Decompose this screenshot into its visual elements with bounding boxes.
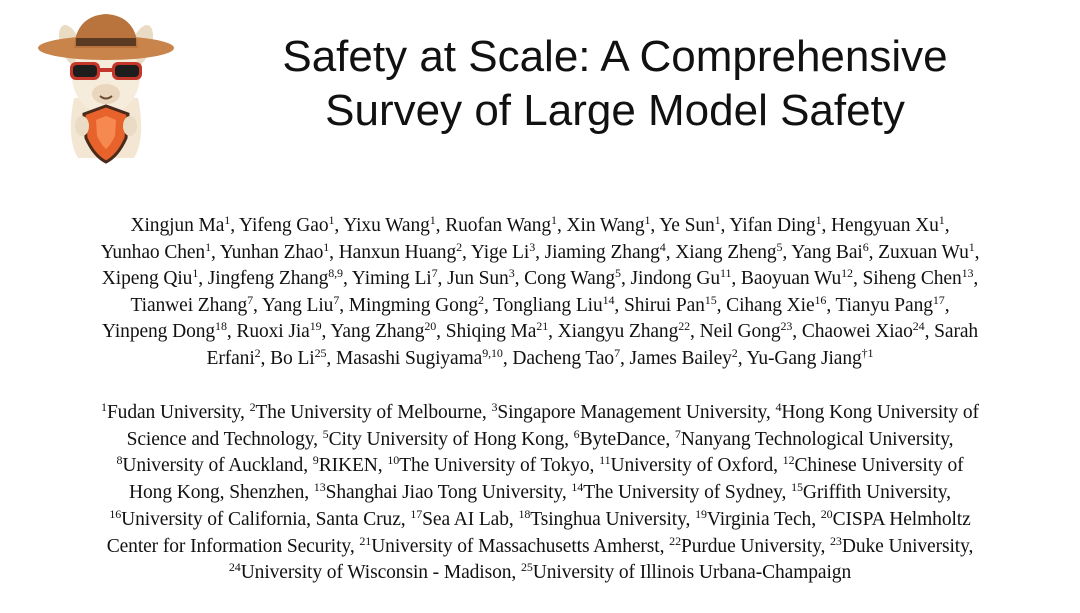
affiliation-line: Science and Technology, $^5$City University of Hong Kong, $^6$ByteDance, $^7$Nanyang Technological University,: [126, 426, 954, 450]
affiliation-number: 2: [249, 400, 256, 414]
author-affiliation-mark: 2: [254, 345, 261, 360]
author-name: Baoyuan Wu: [740, 268, 842, 289]
affiliation: [313, 455, 378, 476]
author: [791, 239, 869, 263]
author: [729, 215, 821, 236]
affiliation-number: 18: [518, 506, 531, 521]
author: [726, 292, 827, 316]
author-name: Ye Sun: [659, 215, 715, 236]
affiliation-line: $^{24}$University of Wisconsin - Madison, $^{25}$University of Illinois Urbana-Champaign: [228, 560, 852, 584]
author: [700, 321, 793, 342]
author: [348, 292, 484, 316]
author-affiliation-mark: 9,10: [482, 345, 503, 360]
affiliation: [101, 402, 240, 423]
author-name: Jingfeng Zhang: [207, 268, 329, 289]
affiliation-name: Virginia Tech: [706, 508, 812, 530]
author-affiliation-mark: 1: [644, 213, 651, 227]
affiliation-number: 8: [116, 453, 123, 468]
author-affiliation-mark: 2: [731, 345, 738, 360]
affiliation-name: Shanghai Jiao Tong University: [325, 482, 562, 504]
author-name: Yunhan Zhao: [219, 241, 324, 263]
author-name: Yifeng Gao: [239, 215, 329, 236]
author-affiliation-mark: 7: [614, 345, 620, 360]
affiliation-name: University of Auckland: [122, 455, 304, 477]
author-affiliation-mark: 24: [912, 319, 925, 333]
author-name: Tianwei Zhang: [130, 294, 248, 316]
author: [219, 239, 330, 263]
affiliation-name: University of Wisconsin - Madison: [240, 562, 512, 584]
author-affiliation-mark: 1: [968, 239, 975, 254]
author-affiliation-mark: 16: [814, 292, 827, 307]
author: [330, 321, 436, 342]
author-affiliation-mark: 12: [841, 266, 853, 280]
author-affiliation-mark: 20: [424, 319, 437, 333]
affiliation-number: 19: [695, 506, 707, 521]
author-name: Cong Wang: [524, 268, 616, 289]
author: [352, 268, 438, 289]
author: [206, 345, 261, 369]
author: [338, 239, 463, 263]
author: [445, 215, 557, 236]
author-name: Yu-Gang Jiang: [746, 347, 862, 369]
affiliation: [109, 506, 401, 530]
affiliation-name: Griffith University: [802, 482, 947, 504]
affiliation-name: Duke University: [841, 535, 969, 557]
affiliation: [314, 482, 562, 503]
author-name: Yifan Ding: [729, 215, 816, 236]
author-name: James Bailey: [629, 347, 732, 369]
author-affiliation-mark: 1: [205, 239, 211, 254]
author: [100, 239, 211, 263]
title-line-2: Survey of Large Model Safety: [325, 86, 905, 135]
author: [544, 239, 666, 263]
affiliation: [116, 455, 303, 476]
affiliation-number: 22: [669, 533, 681, 548]
affiliation-number: 15: [791, 480, 803, 495]
author-name: Chaowei Xiao: [801, 321, 913, 342]
author-line: Yinpeng Dong$^{18}$, Ruoxi Jia$^{19}$, Yang Zhang$^{20}$, Shiqing Ma$^{21}$, Xiangyu Zhang$^{22}$, Neil Gong$^{23}$, Chaowei Xiao$^{24}$, Sarah: [101, 319, 979, 342]
author-name: Xiangyu Zhang: [557, 321, 679, 342]
affiliation-number: 11: [599, 453, 611, 468]
author-affiliation-mark: 1: [815, 213, 822, 227]
author-affiliation-mark: 1: [328, 213, 335, 227]
author-affiliation-mark: 25: [314, 345, 327, 360]
author-affiliation-mark: 1: [938, 213, 945, 227]
author-name: Hanxun Huang: [338, 241, 457, 263]
author-name: Xingjun Ma: [130, 215, 225, 236]
author-name: Yinpeng Dong: [101, 321, 216, 342]
affiliation-name: University of Illinois Urbana-Champaign: [532, 562, 852, 584]
author-affiliation-mark: 1: [429, 213, 436, 227]
author-name: Yang Zhang: [330, 321, 425, 342]
author: [802, 321, 925, 342]
author: [208, 268, 343, 289]
affiliation: [250, 402, 482, 423]
author: [863, 268, 974, 289]
affiliation-name: Tsinghua University: [530, 508, 686, 530]
author: [623, 292, 717, 316]
author: [524, 268, 621, 289]
affiliation-number: 21: [359, 533, 372, 548]
affiliation-number: 25: [520, 560, 533, 575]
author-line: Xipeng Qiu$^1$, Jingfeng Zhang$^{8,9}$, Yiming Li$^7$, Jun Sun$^3$, Cong Wang$^5$, Jindong Gu$^{11}$, Baoyuan Wu$^{12}$, Siheng Chen$^{13}$,: [101, 266, 979, 289]
author-affiliation-mark: 21: [536, 319, 549, 333]
affiliation-name: Center for Information Security: [106, 535, 350, 557]
author-affiliation-mark: 6: [862, 239, 869, 254]
affiliation-line: $^{16}$University of California, Santa Cruz, $^{17}$Sea AI Lab, $^{18}$Tsinghua University, $^{19}$Virginia Tech, $^{20}$CISPA Helmholtz: [109, 506, 971, 530]
author: [631, 268, 732, 289]
affiliation-number: 13: [313, 480, 326, 495]
affiliation: [830, 533, 969, 557]
author-name: Masashi Sugiyama: [335, 347, 483, 369]
author: [102, 321, 227, 342]
affiliation-name: CISPA Helmholtz: [832, 508, 971, 530]
affiliation: [669, 533, 821, 557]
affiliation-name: University of Massachusetts Amherst: [371, 535, 660, 557]
author-name: Siheng Chen: [862, 268, 962, 289]
affiliation-name: Hong Kong, Shenzhen: [129, 482, 305, 504]
affiliation-name: University of Oxford: [610, 455, 774, 477]
author: [835, 292, 945, 316]
affiliation: [129, 482, 304, 503]
author: [130, 292, 254, 316]
author-affiliation-mark: 1: [192, 266, 199, 280]
affiliation-list: [10, 400, 1070, 587]
author: [131, 215, 231, 236]
affiliation: [491, 402, 765, 423]
affiliation: [571, 482, 781, 503]
affiliation-number: 7: [674, 426, 681, 441]
author: [102, 268, 198, 289]
affiliation-number: 1: [101, 400, 107, 414]
author-affiliation-mark: 15: [704, 292, 717, 307]
affiliation: [229, 562, 512, 583]
author: [470, 239, 536, 263]
author-affiliation-mark: 17: [932, 292, 945, 307]
author-line: Xingjun Ma$^1$, Yifeng Gao$^1$, Yixu Wang$^1$, Ruofan Wang$^1$, Xin Wang$^1$, Ye Sun$^1$, Yifan Ding$^1$, Hengyuan Xu$^1$,: [130, 213, 950, 236]
affiliation-name: Chinese University of: [794, 455, 964, 477]
author-name: Ruoxi Jia: [236, 321, 310, 342]
author: [746, 345, 874, 369]
affiliation: [322, 426, 565, 450]
author-affiliation-mark: 1: [323, 239, 330, 254]
author-affiliation-mark: 1: [224, 213, 231, 227]
author-affiliation-mark: 22: [678, 319, 691, 333]
affiliation-number: 16: [109, 506, 122, 521]
affiliation-number: 6: [573, 426, 580, 441]
author-name: Erfani: [206, 347, 255, 369]
author-affiliation-mark: 1: [714, 213, 721, 227]
affiliation: [775, 402, 978, 423]
author-name: Yang Liu: [261, 294, 334, 316]
author-name: Xiang Zheng: [675, 241, 777, 263]
author-name: Cihang Xie: [726, 294, 815, 316]
author-line: Erfani$^2$, Bo Li$^{25}$, Masashi Sugiyama$^{9,10}$, Dacheng Tao$^7$, James Bailey$^2$, Yu-Gang Jiang$^{\dagger 1}$: [206, 345, 874, 369]
author: [878, 239, 975, 263]
author-affiliation-mark: 3: [508, 266, 515, 280]
author: [236, 321, 321, 342]
author-name: Yang Bai: [791, 241, 863, 263]
affiliation-number: 24: [228, 560, 241, 575]
author-name: Yunhao Chen: [100, 241, 206, 263]
affiliation-name: Singapore Management University: [497, 402, 766, 423]
author: [239, 215, 334, 236]
affiliation-name: ByteDance: [579, 428, 666, 450]
affiliation-number: 23: [830, 533, 842, 548]
affiliation: [695, 506, 812, 530]
affiliation-line: $^1$Fudan University, $^2$The University of Melbourne, $^3$Singapore Management University, $^4$Hong Kong University of: [101, 400, 979, 423]
author-name: Dacheng Tao: [512, 347, 615, 369]
author: [493, 292, 615, 316]
author-affiliation-mark: 11: [719, 266, 732, 280]
author-affiliation-mark: 7: [333, 292, 340, 307]
author: [934, 321, 978, 342]
affiliation: [820, 506, 971, 530]
affiliation: [674, 426, 949, 450]
author-name: Neil Gong: [699, 321, 781, 342]
author: [675, 239, 783, 263]
affiliation-name: The University of Sydney: [583, 482, 782, 504]
author-name: Shiqing Ma: [445, 321, 537, 342]
affiliation-name: RIKEN: [318, 455, 378, 477]
affiliation-line: $^8$University of Auckland, $^9$RIKEN, $^{10}$The University of Tokyo, $^{11}$University of Oxford, $^{12}$Chinese University of: [116, 453, 964, 477]
author-name: Jun Sun: [447, 268, 509, 289]
affiliation: [783, 455, 964, 476]
llama-logo-icon: [36, 8, 176, 166]
affiliation: [127, 429, 314, 450]
author-line: Yunhao Chen$^1$, Yunhan Zhao$^1$, Hanxun Huang$^2$, Yige Li$^3$, Jiaming Zhang$^4$, Xiang Zheng$^5$, Yang Bai$^6$, Zuxuan Wu$^1$,: [100, 239, 980, 263]
affiliation: [107, 536, 350, 557]
author-affiliation-mark: 2: [478, 292, 484, 307]
author: [512, 345, 620, 369]
author-affiliation-mark: 14: [602, 292, 615, 307]
author-name: Jiaming Zhang: [544, 241, 660, 263]
author-affiliation-mark: 5: [776, 239, 783, 254]
affiliation-number: 5: [322, 426, 329, 441]
paper-title: [190, 30, 1040, 138]
author: [335, 345, 503, 369]
author-name: Sarah: [934, 321, 979, 342]
author-name: Tianyu Pang: [835, 294, 933, 316]
affiliation-name: Fudan University: [106, 402, 241, 423]
affiliation-number: 10: [387, 453, 400, 468]
author-name: Yixu Wang: [343, 215, 430, 236]
affiliation-number: 12: [782, 453, 795, 468]
affiliation-name: The University of Melbourne: [255, 402, 482, 423]
affiliation: [359, 533, 660, 557]
affiliation-line: Hong Kong, Shenzhen, $^{13}$Shanghai Jiao Tong University, $^{14}$The University of Sydney, $^{15}$Griffith University,: [129, 480, 951, 504]
author: [270, 345, 327, 369]
author-name: Bo Li: [270, 347, 315, 369]
author: [558, 321, 690, 342]
author-affiliation-mark: 7: [431, 266, 438, 280]
author-affiliation-mark: 8,9: [328, 266, 343, 280]
affiliation-number: 17: [410, 506, 423, 521]
author-name: Hengyuan Xu: [831, 215, 939, 236]
title-line-1: Safety at Scale: A Comprehensive: [282, 32, 948, 81]
affiliation-number: 3: [491, 400, 498, 414]
author-name: Yige Li: [470, 241, 530, 263]
affiliation-name: Purdue University: [680, 535, 821, 557]
author-affiliation-mark: 23: [780, 319, 793, 333]
author-affiliation-mark: †1: [861, 345, 874, 360]
affiliation: [521, 562, 851, 583]
author-affiliation-mark: 19: [309, 319, 322, 333]
affiliation-name: University of California, Santa Cruz: [121, 508, 401, 530]
author: [447, 268, 515, 289]
author-affiliation-mark: 18: [215, 319, 227, 333]
affiliation: [410, 506, 509, 530]
author-affiliation-mark: 2: [456, 239, 463, 254]
author: [741, 268, 853, 289]
affiliation: [387, 455, 589, 476]
author-affiliation-mark: 4: [659, 239, 666, 254]
author-name: Mingming Gong: [348, 294, 479, 316]
author-affiliation-mark: 5: [615, 266, 621, 280]
author-list: [10, 213, 1070, 372]
author-affiliation-mark: 7: [247, 292, 254, 307]
affiliation-line: Center for Information Security, $^{21}$University of Massachusetts Amherst, $^{22}$Purdue University, $^{23}$Duke University,: [106, 533, 974, 557]
author-affiliation-mark: 3: [529, 239, 536, 254]
affiliation-number: 20: [820, 506, 833, 521]
author-name: Yiming Li: [351, 268, 432, 289]
author-name: Xin Wang: [566, 215, 645, 236]
author-line: Tianwei Zhang$^7$, Yang Liu$^7$, Mingming Gong$^2$, Tongliang Liu$^{14}$, Shirui Pan$^{15}$, Cihang Xie$^{16}$, Tianyu Pang$^{17}$,: [130, 292, 950, 316]
author: [567, 215, 651, 236]
affiliation-name: City University of Hong Kong: [328, 428, 565, 450]
author-name: Ruofan Wang: [445, 215, 552, 236]
affiliation-name: The University of Tokyo: [399, 455, 590, 477]
affiliation: [599, 455, 773, 476]
affiliation: [791, 482, 946, 503]
author-name: Xipeng Qiu: [101, 268, 193, 289]
author-name: Zuxuan Wu: [878, 241, 969, 263]
author: [446, 321, 548, 342]
affiliation: [518, 506, 686, 530]
affiliation-number: 4: [775, 400, 782, 414]
author: [343, 215, 435, 236]
affiliation-name: Science and Technology: [126, 428, 314, 450]
author-name: Shirui Pan: [623, 294, 705, 316]
affiliation-number: 14: [571, 480, 584, 495]
affiliation: [573, 426, 666, 450]
author-affiliation-mark: 13: [961, 266, 974, 280]
author: [831, 215, 945, 236]
author: [659, 215, 720, 236]
affiliation-name: Sea AI Lab: [422, 508, 509, 530]
author-name: Jindong Gu: [630, 268, 720, 289]
affiliation-name: Hong Kong University of: [781, 402, 979, 423]
author: [261, 292, 340, 316]
author-affiliation-mark: 1: [551, 213, 557, 227]
author-name: Tongliang Liu: [493, 294, 603, 316]
affiliation-number: 9: [312, 453, 319, 468]
author: [629, 345, 738, 369]
affiliation-name: Nanyang Technological University: [680, 428, 949, 450]
